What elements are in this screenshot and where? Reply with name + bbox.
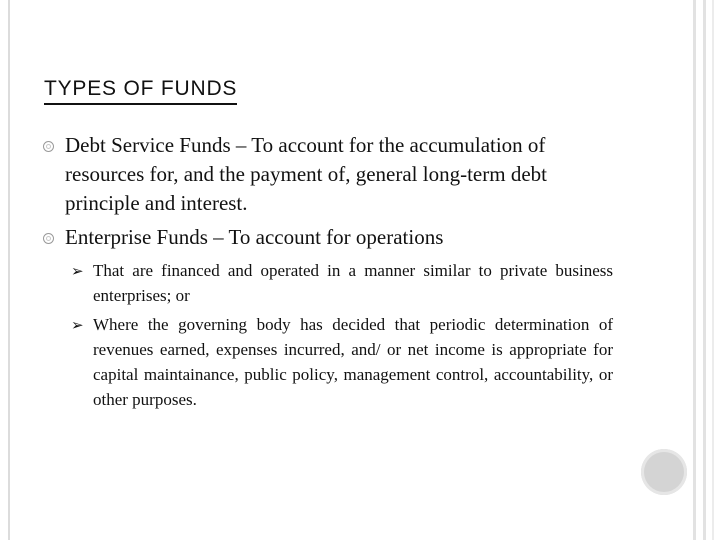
bullet-debt-service-funds: Debt Service Funds – To account for the accumulation of resources for, and the payment of, general long-term debt principle and interest. bbox=[65, 133, 547, 215]
sub-bullet-financed-operated: That are financed and operated in a manner similar to private business enterprises; or bbox=[93, 261, 613, 305]
slide-frame-left bbox=[8, 0, 10, 540]
ring-bullet-icon bbox=[43, 233, 54, 244]
slide-frame-right bbox=[703, 0, 706, 540]
arrow-bullet-icon: ➢ bbox=[71, 262, 84, 280]
bullet-enterprise-funds: Enterprise Funds – To account for operations bbox=[65, 225, 444, 249]
arrow-bullet-icon: ➢ bbox=[71, 316, 84, 334]
slide-frame-right bbox=[693, 0, 696, 540]
ring-bullet-icon bbox=[43, 141, 54, 152]
slide-title: TYPES OF FUNDS bbox=[44, 77, 237, 105]
slide-frame-right bbox=[712, 0, 714, 540]
corner-circle-decoration bbox=[641, 449, 687, 495]
sub-bullet-governing-body: Where the governing body has decided that periodic determination of revenues earned, expenses incurred, and/ or net income is appropriate for capital maintainance, public policy, management control, accountability, or other purposes. bbox=[93, 315, 613, 409]
